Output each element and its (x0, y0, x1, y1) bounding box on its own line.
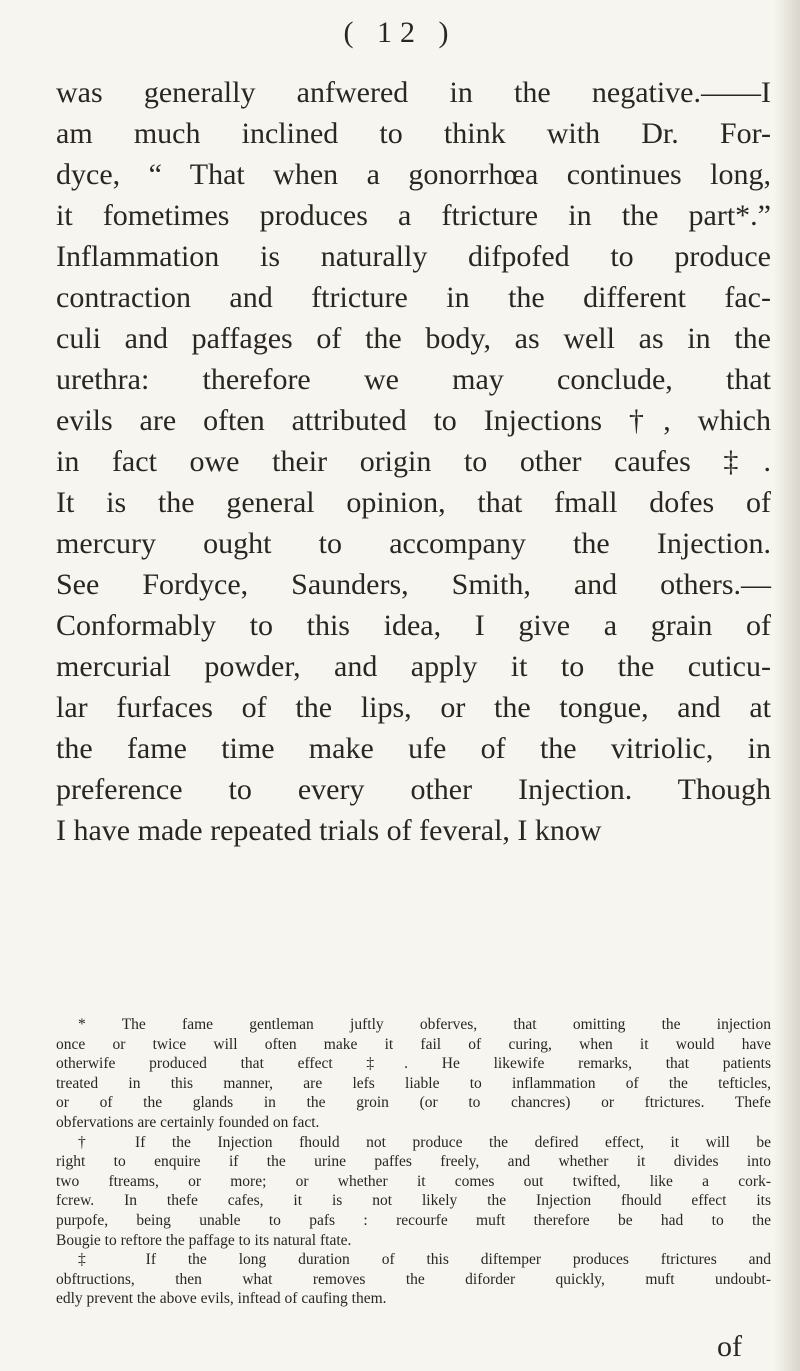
footnote-line: * The fame gentleman juftly obferves, that omitting the injection (78, 1016, 771, 1033)
text-line: evils are often attributed to Injections †, which (56, 404, 771, 437)
page-number: ( 12 ) (343, 16, 457, 49)
text-line: culi and paffages of the body, as well as in the (56, 322, 771, 355)
page-edge-shadow (774, 0, 800, 1371)
footnote-line: once or twice will often make it fail of curing, when it would have (56, 1035, 771, 1053)
footnote-line: treated in this manner, are lefs liable to inflammation of the tefticles, (56, 1074, 771, 1092)
text-line: It is the general opinion, that fmall dofes of (56, 486, 771, 519)
catchword: of (717, 1330, 742, 1363)
text-line: dyce, “ That when a gonorrhœa continues long, (56, 158, 771, 191)
text-line: preference to every other Injection. Though (56, 773, 771, 806)
text-line: lar furfaces of the lips, or the tongue, and at (56, 691, 771, 724)
text-line: am much inclined to think with Dr. For- (56, 117, 771, 150)
main-text (56, 72, 771, 851)
text-line: See Fordyce, Saunders, Smith, and others.— (56, 568, 771, 601)
footnote-line: obftructions, then what removes the diforder quickly, muft undoubt- (56, 1270, 771, 1288)
text-line: urethra: therefore we may conclude, that (56, 363, 771, 396)
footnote-line: ‡ If the long duration of this diftemper produces ftrictures and (78, 1251, 771, 1269)
footnotes (56, 1015, 771, 1309)
text-line: mercury ought to accompany the Injection. (56, 527, 771, 560)
text-line: in fact owe their origin to other caufes ‡. (56, 445, 771, 478)
footnote-line: † If the Injection fhould not produce the defired effect, it will be (78, 1133, 771, 1151)
footnote-line: right to enquire if the urine paffes freely, and whether it divides into (56, 1153, 771, 1171)
text-line: was generally anfwered in the negative.——I (56, 76, 771, 109)
text-line: Inflammation is naturally difpofed to produce (56, 240, 771, 273)
footnote-line: two ftreams, or more; or whether it comes out twifted, like a cork- (56, 1172, 771, 1190)
text-line: contraction and ftricture in the different fac- (56, 281, 771, 314)
footnote-line: fcrew. In thefe cafes, it is not likely the Injection fhould effect its (56, 1192, 771, 1210)
footnote-line: purpofe, being unable to pafs : recourfe muft therefore be had to the (56, 1211, 771, 1229)
footnote-line: otherwife produced that effect ‡. He likewife remarks, that patients (56, 1055, 771, 1073)
footnote-line: edly prevent the above evils, inftead of caufing them. (56, 1290, 387, 1308)
text-line: the fame time make ufe of the vitriolic, in (56, 732, 771, 765)
text-line: it fometimes produces a ftricture in the part*.” (56, 199, 771, 232)
text-line: mercurial powder, and apply it to the cuticu- (56, 650, 771, 683)
footnote-line: obfervations are certainly founded on fact. (56, 1113, 320, 1131)
footnote-line: Bougie to reftore the paffage to its natural ftate. (56, 1231, 352, 1249)
text-line: I have made repeated trials of feveral, I know (56, 814, 602, 847)
footnote-line: or of the glands in the groin (or to chancres) or ftrictures. Thefe (56, 1094, 771, 1112)
text-line: Conformably to this idea, I give a grain of (56, 609, 771, 642)
